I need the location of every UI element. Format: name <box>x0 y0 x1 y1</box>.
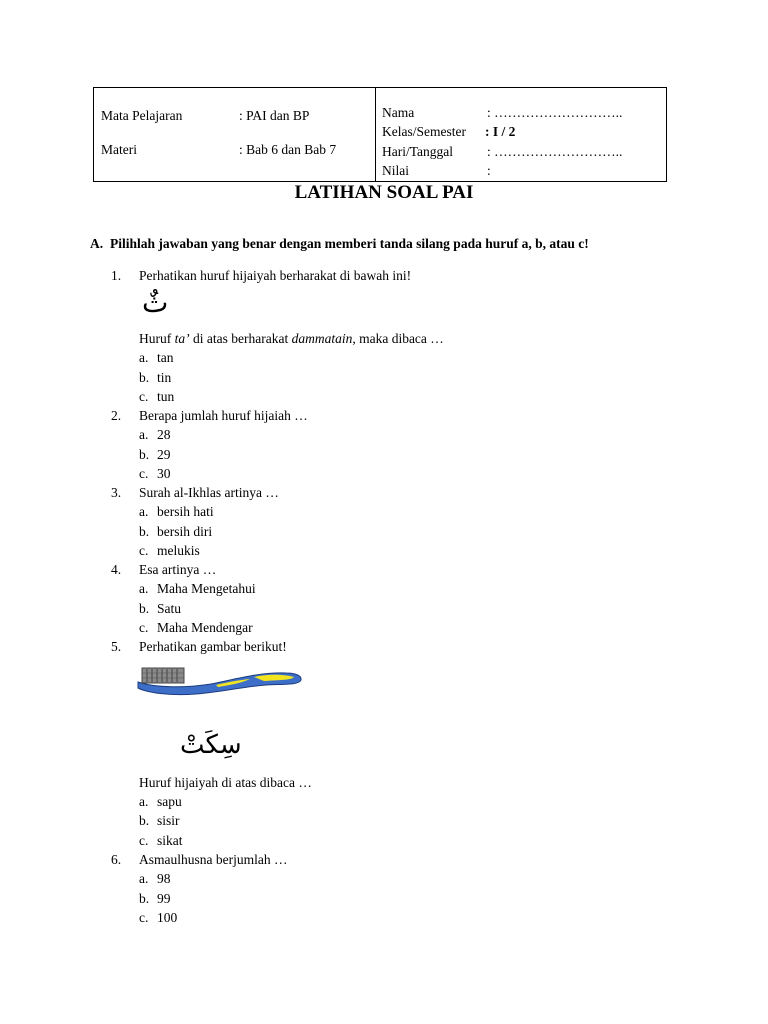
section-instruction <box>90 236 589 252</box>
followup-text: , maka dibaca … <box>352 331 444 346</box>
subject-value: : PAI dan BP <box>239 108 310 123</box>
followup-text: di atas berharakat <box>189 331 292 346</box>
option-text: sikat <box>157 833 183 848</box>
section-label: A. <box>90 236 104 251</box>
subject-label: Mata Pelajaran <box>101 108 183 123</box>
option-text: tan <box>157 350 174 365</box>
name-label: Nama <box>382 105 415 120</box>
followup-text: dammatain <box>291 331 353 346</box>
arabic-letter-tsa: ثٌ <box>142 286 169 319</box>
option-letter[interactable]: a. <box>139 504 149 519</box>
question-text: Esa artinya … <box>139 562 217 577</box>
option-text: sapu <box>157 794 182 809</box>
option-text: tin <box>157 370 172 385</box>
question-number: 5. <box>111 639 122 654</box>
option-text: sisir <box>157 813 180 828</box>
option-letter[interactable]: a. <box>139 794 149 809</box>
question-text: Perhatikan huruf hijaiyah berharakat di bawah ini! <box>139 268 412 283</box>
question-text: Perhatikan gambar berikut! <box>139 639 287 654</box>
followup-text: Huruf hijaiyah di atas dibaca … <box>139 775 312 790</box>
option-text: 28 <box>157 427 171 442</box>
score-value: : <box>487 163 491 178</box>
arabic-word-sikat: سِكَتْ <box>180 730 242 760</box>
option-letter[interactable]: c. <box>139 833 149 848</box>
option-letter[interactable]: b. <box>139 524 150 539</box>
header-box <box>93 87 667 182</box>
option-letter[interactable]: b. <box>139 813 150 828</box>
question-number: 1. <box>111 268 122 283</box>
option-text: 99 <box>157 891 171 906</box>
option-letter[interactable]: c. <box>139 466 149 481</box>
option-text: tun <box>157 389 175 404</box>
question-number: 6. <box>111 852 122 867</box>
option-text: Satu <box>157 601 182 616</box>
option-letter[interactable]: c. <box>139 620 149 635</box>
followup-text: ta’ <box>174 331 190 346</box>
material-label: Materi <box>101 142 137 157</box>
question-number: 4. <box>111 562 122 577</box>
class-semester-value: : I / 2 <box>485 124 516 139</box>
option-letter[interactable]: c. <box>139 389 149 404</box>
option-letter[interactable]: a. <box>139 581 149 596</box>
option-letter[interactable]: b. <box>139 370 150 385</box>
option-letter[interactable]: a. <box>139 871 149 886</box>
option-text: 29 <box>157 447 171 462</box>
option-letter[interactable]: b. <box>139 601 150 616</box>
material-value: : Bab 6 dan Bab 7 <box>239 142 337 157</box>
option-letter[interactable]: b. <box>139 447 150 462</box>
header-divider <box>375 88 376 181</box>
option-text: Maha Mendengar <box>157 620 253 635</box>
option-letter[interactable]: c. <box>139 910 149 925</box>
option-text: melukis <box>157 543 200 558</box>
option-letter[interactable]: c. <box>139 543 149 558</box>
question-text: Berapa jumlah huruf hijaiah … <box>139 408 308 423</box>
option-text: 98 <box>157 871 171 886</box>
option-letter[interactable]: b. <box>139 891 150 906</box>
section-instruction-text: Pilihlah jawaban yang benar dengan memberi tanda silang pada huruf a, b, atau c! <box>110 236 589 251</box>
question-text: Surah al-Ikhlas artinya … <box>139 485 279 500</box>
option-text: bersih diri <box>157 524 213 539</box>
class-semester-label: Kelas/Semester <box>382 124 466 139</box>
option-text: 30 <box>157 466 171 481</box>
question-number: 3. <box>111 485 122 500</box>
option-text: bersih hati <box>157 504 214 519</box>
option-text: Maha Mengetahui <box>157 581 256 596</box>
date-value: : ……………………….. <box>487 144 623 159</box>
option-text: 100 <box>157 910 178 925</box>
name-value: : ……………………….. <box>487 105 623 120</box>
option-letter[interactable]: a. <box>139 350 149 365</box>
question-text: Asmaulhusna berjumlah … <box>139 852 288 867</box>
page-title: LATIHAN SOAL PAI <box>294 182 474 203</box>
toothbrush-image <box>136 664 304 698</box>
date-label: Hari/Tanggal <box>382 144 454 159</box>
followup-text: Huruf <box>139 331 175 346</box>
question-number: 2. <box>111 408 122 423</box>
score-label: Nilai <box>382 163 409 178</box>
option-letter[interactable]: a. <box>139 427 149 442</box>
